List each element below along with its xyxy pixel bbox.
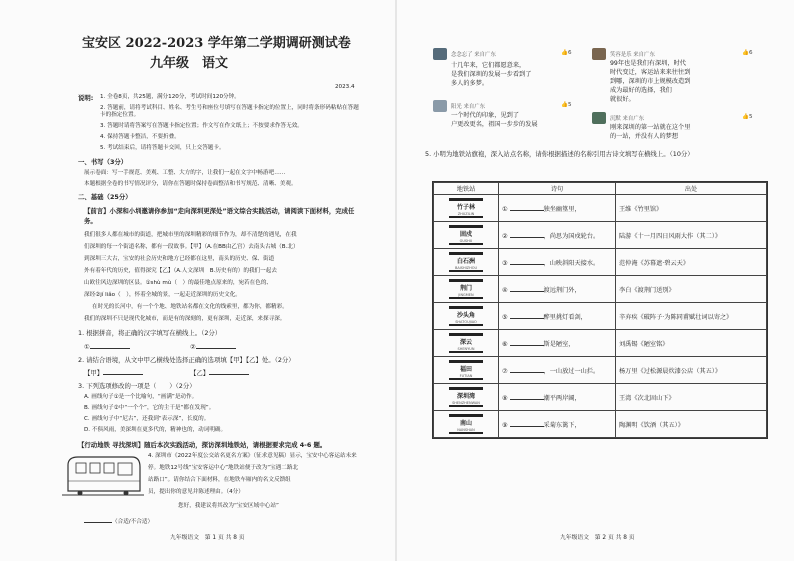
question-1: 1. 根据拼音，将正确的汉字填写在横线上。（2分）	[78, 329, 222, 337]
station-sign: 南山 NANSHAN	[449, 414, 483, 434]
question-3: 3. 下列选项修改的一项是（ ）（2分）	[78, 382, 196, 390]
passage-line: 我们的深圳不只是现代化城市，而是有的深刻的，更有深圳，走近深，来探寻深。	[84, 316, 286, 322]
comment-text: 99年也是我们有深圳，时代 时代变迁，客运站来来往往到 到哪，深圳的市上规模改造到 成为最好的选择，我们 就很好。	[610, 60, 691, 103]
station-sign: 固戍 GUSHU	[449, 225, 483, 245]
avatar	[592, 112, 606, 124]
q3-option-c[interactable]: C. 画线句子中“尼古”，还我到“表示深”，长度的。	[84, 416, 210, 422]
source-cell: 陶渊明《饮酒（其五）》	[616, 411, 767, 438]
section-2-title: 二、基础（25分）	[78, 193, 132, 201]
table-header: 出处	[616, 183, 767, 195]
note-item: 2. 答题前，请将考试科目、姓名、考生号和座位号填写在答题卡指定的位置上，同时将条形码粘贴在答题卡的指定位置。	[100, 105, 359, 118]
q4-answer-field[interactable]: （合适/不合适）	[84, 516, 153, 526]
exam-title: 宝安区 2022-2023 学年第二学期调研测试卷	[82, 36, 351, 51]
note-item: 3. 答题时请将答案写在答题卡指定位置；作文写在作文纸上；不按要求作答无效。	[100, 123, 303, 129]
source-cell: 王维《竹里馆》	[616, 195, 767, 222]
q4-line: 4. 深圳市《2022年度公交站名更名方案》（征求意见稿）显示，宝安中心客运站未来	[148, 453, 357, 459]
thumbs-up-icon: 👍	[561, 50, 568, 56]
station-cell	[434, 411, 499, 438]
station-cell	[434, 303, 499, 330]
poem-line-cell[interactable]: ⑦ ，一山放过一山拦。	[499, 357, 616, 384]
comment-author: 阳光 来自广东	[451, 104, 486, 110]
poem-line-cell[interactable]: ① 独坐幽篁里，	[499, 195, 616, 222]
q3-option-d[interactable]: D. 不俱风雨，美深圳在更多代的，精神也的，动词明确。	[84, 427, 227, 433]
table-row	[434, 222, 767, 249]
q1-blank-2[interactable]: ②	[190, 342, 236, 351]
thumbs-up-icon: 👍	[742, 50, 749, 56]
table-row	[434, 249, 767, 276]
comment-text: 十几年来，它们都愿意来， 是我们深圳的发展一步看到了 多人的多梦。	[451, 62, 532, 87]
exam-subject: 九年级 语文	[150, 56, 229, 71]
comment-card	[433, 100, 583, 134]
station-cell	[434, 222, 499, 249]
exam-date: 2023.4	[335, 84, 355, 90]
poem-line-cell[interactable]: ⑤ 醉里挑灯看剑，	[499, 303, 616, 330]
poem-line-cell[interactable]: ③ ，山映斜阳天接水。	[499, 249, 616, 276]
avatar	[592, 48, 606, 60]
source-cell: 范仲淹《苏幕遮·碧云天》	[616, 249, 767, 276]
comment-text: 一个时代的印象，见到了 户更改更名，祖国一步步的发展	[451, 112, 538, 128]
comment-author: 念念忘了 来自广东	[451, 52, 496, 58]
thumbs-up-icon: 👍	[742, 114, 749, 120]
poem-line-cell[interactable]: ⑧ 潮平两岸阔，	[499, 384, 616, 411]
section-1-text: 本题根据全卷的书写情况评分，请你在答题时保持卷面整洁和书写规范、清晰、美观。	[84, 181, 297, 187]
like-count[interactable]: 👍6	[742, 50, 753, 56]
source-cell: 刘禹锡《陋室铭》	[616, 330, 767, 357]
avatar	[433, 100, 447, 112]
station-cell	[434, 195, 499, 222]
task-heading: 【行动地铁 寻找深圳】随后本次实践活动，探访深圳地铁站，请根据要求完成 4-6 题。	[78, 441, 327, 449]
source-cell: 辛弃疾《破阵子·为陈同甫赋壮词以寄之》	[616, 303, 767, 330]
question-5: 5. 小明为地铁站旗袍，深入站点名称，请你根据描述的名称引用古诗文填写在横线上。（10分）	[425, 150, 694, 158]
table-header: 地铁站	[434, 183, 499, 195]
table-row	[434, 330, 767, 357]
source-cell: 陆游《十一月四日风雨大作（其二）》	[616, 222, 767, 249]
table-row	[434, 276, 767, 303]
poem-line-cell[interactable]: ② ，尚思为国戍轮台。	[499, 222, 616, 249]
table-row	[434, 357, 767, 384]
q4-line: 停。地铁12号线“宝安客运中心”地铁站便于改为“宝遇二路北	[148, 465, 299, 471]
station-sign: 深圳湾 SHENZHENWAN	[449, 387, 483, 407]
comment-text: 刚来深圳的第一站就在这个里 的一站，并没有人的梦想	[610, 124, 691, 140]
passage-line: 山欧往风边深圳的区县。①shù mù（ ）的最佳地点原来的，宛若在色的、	[84, 280, 273, 286]
passage-line: 外有着年代的历史，值得深究【乙】（A.人文深圳 B.历史有的）的我们一起去	[84, 268, 277, 274]
poem-line-cell[interactable]: ⑥ 斯是陋室，	[499, 330, 616, 357]
preface: 【前言】小深和小圳邀请你参加“走向深圳更深处”语文综合实践活动，请阅读下面材料，完成任务。	[84, 207, 355, 226]
table-row	[434, 303, 767, 330]
source-cell: 王湾《次北固山下》	[616, 384, 767, 411]
passage-line: 们深圳的每一个街道名称，都有一段故事。【甲】（A.在BB由乙宫）去南头古城（B.北）	[84, 244, 299, 250]
comment-card	[592, 112, 762, 142]
q3-option-b[interactable]: B. 画线句子②中“一个个”，它的主干是“都在发现”。	[84, 405, 215, 411]
q4-answer-prompt: 您好，我建议将其改为“宝安区域中心站”	[178, 503, 279, 509]
page-footer: 九年级语文 第 1 页 共 8 页	[170, 535, 245, 541]
station-sign: 白石洲 BAISHIZHOU	[449, 252, 483, 272]
station-cell	[434, 276, 499, 303]
q4-line: 员，提出你的意见并陈述理由。（4分）	[148, 489, 244, 495]
station-cell	[434, 330, 499, 357]
note-item: 5. 考试结束后，请将答题卡交回，只上交答题卡。	[100, 145, 225, 151]
like-count[interactable]: 👍5	[561, 102, 572, 108]
table-header: 诗句	[499, 183, 616, 195]
page-footer: 九年级语文 第 2 页 共 8 页	[560, 535, 635, 541]
q2-blank-1[interactable]: 【甲】	[84, 368, 143, 377]
q2-blank-2[interactable]: 【乙】	[190, 368, 249, 377]
station-cell	[434, 249, 499, 276]
poem-line-cell[interactable]: ⑨ 采菊东篱下，	[499, 411, 616, 438]
q3-option-a[interactable]: A. 画线句子①是一个比喻句，“画满”是动作。	[84, 394, 198, 400]
passage-line: 我们很多人都在城市的街道，把城市里的深圳精彩的细节作为，却不清楚的遇见，在我	[84, 232, 297, 238]
section-1-text: 展示卷面：写一手规范、美观、工整、大方的字，让我们一起在文字中畅游吧……	[84, 170, 286, 176]
poem-line-cell[interactable]: ④ 渡远荆门外，	[499, 276, 616, 303]
passage-line: 深经②jí liǎo（ ），怀着全城的景，一起走近深圳的历史文化。	[84, 292, 241, 298]
note-item: 4. 保持答题卡整洁，不要折叠。	[100, 134, 180, 140]
thumbs-up-icon: 👍	[561, 102, 568, 108]
source-cell: 李白《渡荆门送别》	[616, 276, 767, 303]
comment-card	[592, 48, 762, 110]
like-count[interactable]: 👍5	[742, 114, 753, 120]
table-row	[434, 195, 767, 222]
q4-line: 站路口”。请你结合下面材料，在地铁车厢内的名文反馈组	[148, 477, 291, 483]
comment-author: 沉默 来自广东	[610, 116, 645, 122]
question-2: 2. 请结合语境，从文中甲乙横线处选择正确的选项填【甲】【乙】处。（2分）	[78, 356, 295, 364]
avatar	[433, 48, 447, 60]
section-1-title: 一、书写（3分）	[78, 158, 128, 166]
station-sign: 深云 SHENYUN	[449, 333, 483, 353]
station-sign: 沙头角 SHATOUJIAO	[449, 306, 483, 326]
station-sign: 荆门 JINGMEN	[449, 279, 483, 299]
station-cell	[434, 357, 499, 384]
notes-label: 说明:	[78, 94, 94, 102]
note-item: 1. 全卷8页，共25题，满分120分，考试时间120分钟。	[100, 94, 240, 100]
station-sign: 竹子林 ZHUZILIN	[449, 198, 483, 218]
station-sign: 福田 FUTIAN	[449, 360, 483, 380]
passage-line: 到深圳三大古，宝安的社会历史和地方已经都在这里，南头的历史、保、街道	[84, 256, 275, 262]
poetry-table	[432, 181, 768, 439]
source-cell: 杨万里《过松源晨炊漆公店（其五）》	[616, 357, 767, 384]
like-count[interactable]: 👍6	[561, 50, 572, 56]
comment-card	[433, 48, 583, 96]
q1-blank-1[interactable]: ①	[84, 342, 130, 351]
table-row	[434, 384, 767, 411]
table-row	[434, 411, 767, 438]
comment-author: 笑容是乐 来自广东	[610, 52, 655, 58]
passage-line: 在时光的长河中，有一个个地、地铁站名都在文化的线索里，都为你，都精彩。	[92, 304, 288, 310]
train-illustration-icon	[62, 451, 144, 499]
station-cell	[434, 384, 499, 411]
